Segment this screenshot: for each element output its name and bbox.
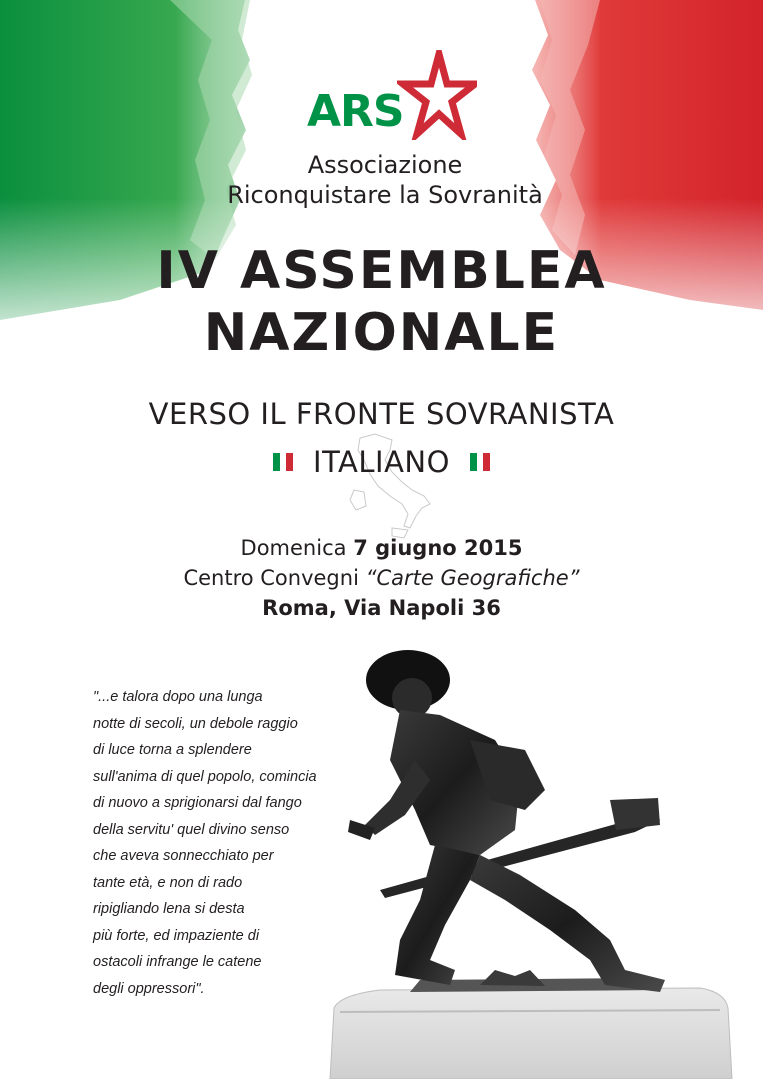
event-day: Domenica	[240, 536, 347, 560]
quote-line: di luce torna a splendere	[93, 742, 252, 758]
soldier-statue-image	[320, 640, 763, 1079]
quote-line: ripigliando lena si desta	[93, 901, 245, 917]
quote-block	[93, 684, 353, 1002]
title-line-1: IV ASSEMBLEA	[156, 241, 607, 301]
quote-line: della servitu' quel divino senso	[93, 821, 290, 838]
quote-line: più forte, ed impaziente di	[93, 927, 260, 944]
page-title	[0, 240, 763, 364]
event-address: Roma, Via Napoli 36	[262, 596, 501, 620]
quote-line: sull'anima di quel popolo, comincia	[93, 768, 317, 785]
quote-line: "...e talora dopo una lunga	[93, 689, 263, 705]
subtitle-line-2-row	[0, 442, 763, 482]
ars-logo-text: ARS	[307, 86, 404, 137]
association-name	[215, 150, 555, 210]
event-details	[0, 533, 763, 623]
quote-line: di nuovo a sprigionarsi dal fango	[93, 795, 302, 811]
quote-line: tante età, e non di rado	[93, 874, 243, 891]
quote-line: ostacoli infrange le catene	[93, 954, 262, 970]
event-address-line	[0, 593, 763, 623]
title-line-2: NAZIONALE	[203, 303, 560, 363]
subtitle	[0, 394, 763, 482]
quote-line: che aveva sonnecchiato per	[93, 848, 274, 864]
event-venue-prefix: Centro Convegni	[183, 566, 359, 590]
event-venue-name: “Carte Geografiche”	[365, 566, 580, 590]
quote-line: notte di secoli, un debole raggio	[93, 715, 298, 732]
association-line-2: Riconquistare la Sovranità	[227, 181, 543, 209]
quote-line: degli oppressori".	[93, 980, 205, 997]
italian-flag-icon	[470, 453, 490, 471]
association-line-1: Associazione	[307, 151, 463, 179]
event-venue-line	[0, 563, 763, 593]
event-date-line	[0, 533, 763, 563]
subtitle-line-2: ITALIANO	[313, 445, 450, 479]
red-star-icon	[397, 50, 477, 140]
ars-logo	[305, 50, 475, 145]
subtitle-line-1: VERSO IL FRONTE SOVRANISTA	[148, 397, 615, 431]
event-date: 7 giugno 2015	[353, 536, 523, 560]
italian-flag-icon	[273, 453, 293, 471]
